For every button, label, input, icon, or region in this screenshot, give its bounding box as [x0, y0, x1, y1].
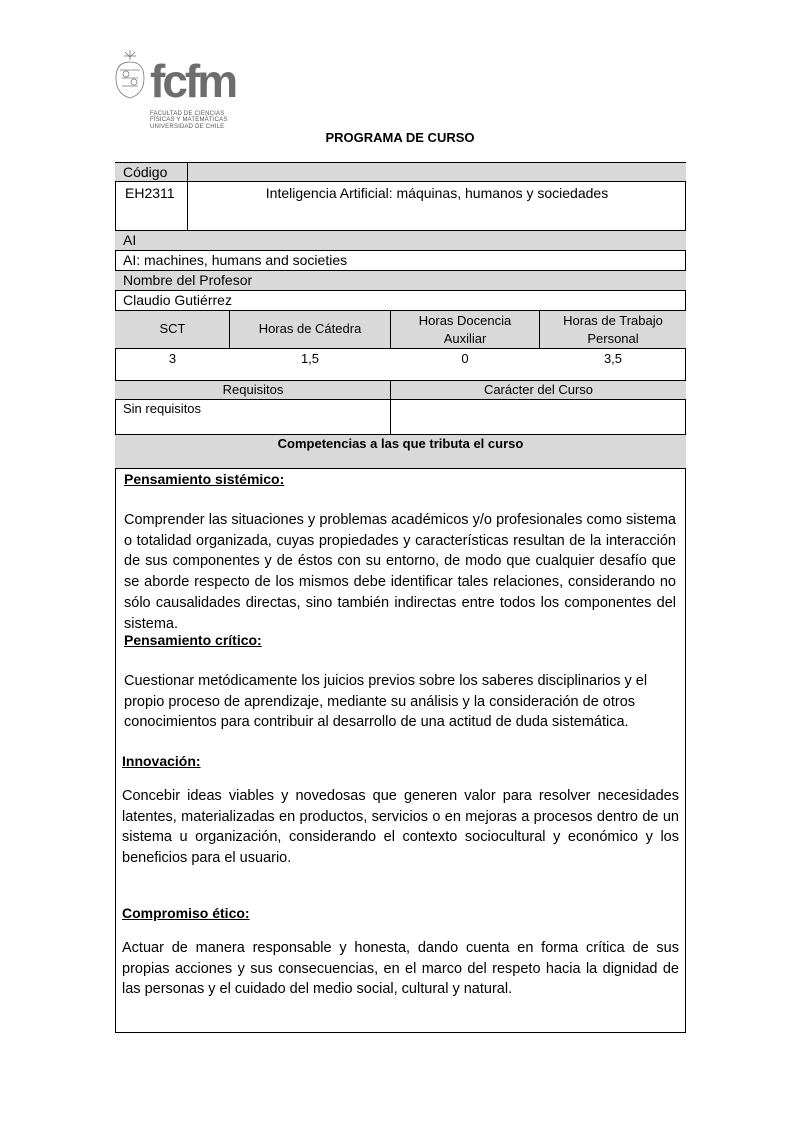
hours-value-auxiliar: 0: [461, 351, 469, 366]
logo-brand: fcfm: [150, 55, 236, 107]
course-english-name: AI: machines, humans and societies: [123, 252, 348, 268]
document-title: PROGRAMA DE CURSO: [325, 130, 475, 145]
requisitos-label: Requisitos: [222, 382, 284, 397]
competency-title-etico: Compromiso ético:: [122, 905, 250, 921]
caracter-label: Carácter del Curso: [483, 382, 594, 397]
competency-title-sistemico: Pensamiento sistémico:: [124, 471, 285, 487]
competency-text-critico: Cuestionar metódicamente los juicios previos sobre los saberes disciplinarios y el propio proceso de aprendizaje, mediante su análisis y la consideración de otros conocimientos para contribuir al desarrollo de una actitud de duda sistemática.: [124, 673, 648, 731]
professor-name: Claudio Gutiérrez: [123, 292, 232, 308]
competency-title-critico: Pensamiento crítico:: [124, 632, 262, 648]
logo-subtitle: FACULTAD DE CIENCIAS FÍSICAS Y MATEMÁTICAS UNIVERSIDAD DE CHILE: [150, 111, 228, 130]
hours-value-personal: 3,5: [603, 351, 623, 366]
competencies-header: Competencias a las que tributa el curso: [277, 436, 524, 451]
competency-text-etico: Actuar de manera responsable y honesta, dando cuenta en forma crítica de sus propias acciones y sus consecuencias, en el marco del respeto hacia la dignidad de las personas y el cuidado del medio social, cultural y natural.: [122, 940, 679, 998]
hours-value-sct: 3: [168, 351, 177, 366]
course-name: Inteligencia Artificial: máquinas, humanos y sociedades: [265, 185, 609, 201]
hours-header-sct: SCT: [159, 321, 186, 336]
hours-value-catedra: 1,5: [300, 351, 320, 366]
hours-header-personal: Horas de Trabajo Personal: [563, 313, 663, 346]
competency-text-sistemico: Comprender las situaciones y problemas académicos y/o profesionales como sistema o totalidad organizada, cuyas propiedades y características resultan de la interacción de sus componentes y de éstos con su entorno, de modo que cualquier desafío que se aborde respecto de los mismos debe identificar tales relaciones, considerando no sólo causalidades directas, sino también indirectas entre todos los componentes del sistema.: [124, 512, 676, 632]
hours-header-catedra: Horas de Cátedra: [258, 321, 362, 336]
professor-label: Nombre del Profesor: [123, 272, 253, 288]
competency-text-innovacion: Concebir ideas viables y novedosas que generen valor para resolver necesidades latentes, materializadas en productos, servicios o en mejoras a procesos dentro de un sistema u organización, considerando el contexto sociocultural y económico y los beneficios para el usuario.: [122, 788, 679, 867]
code-label: Código: [123, 164, 168, 180]
requisitos-value: Sin requisitos: [123, 401, 202, 416]
course-short-name: AI: [123, 232, 137, 248]
hours-header-auxiliar: Horas Docencia Auxiliar: [418, 313, 512, 346]
course-code: EH2311: [125, 185, 175, 201]
competency-title-innovacion: Innovación:: [122, 753, 201, 769]
code-label-band: [115, 163, 686, 181]
